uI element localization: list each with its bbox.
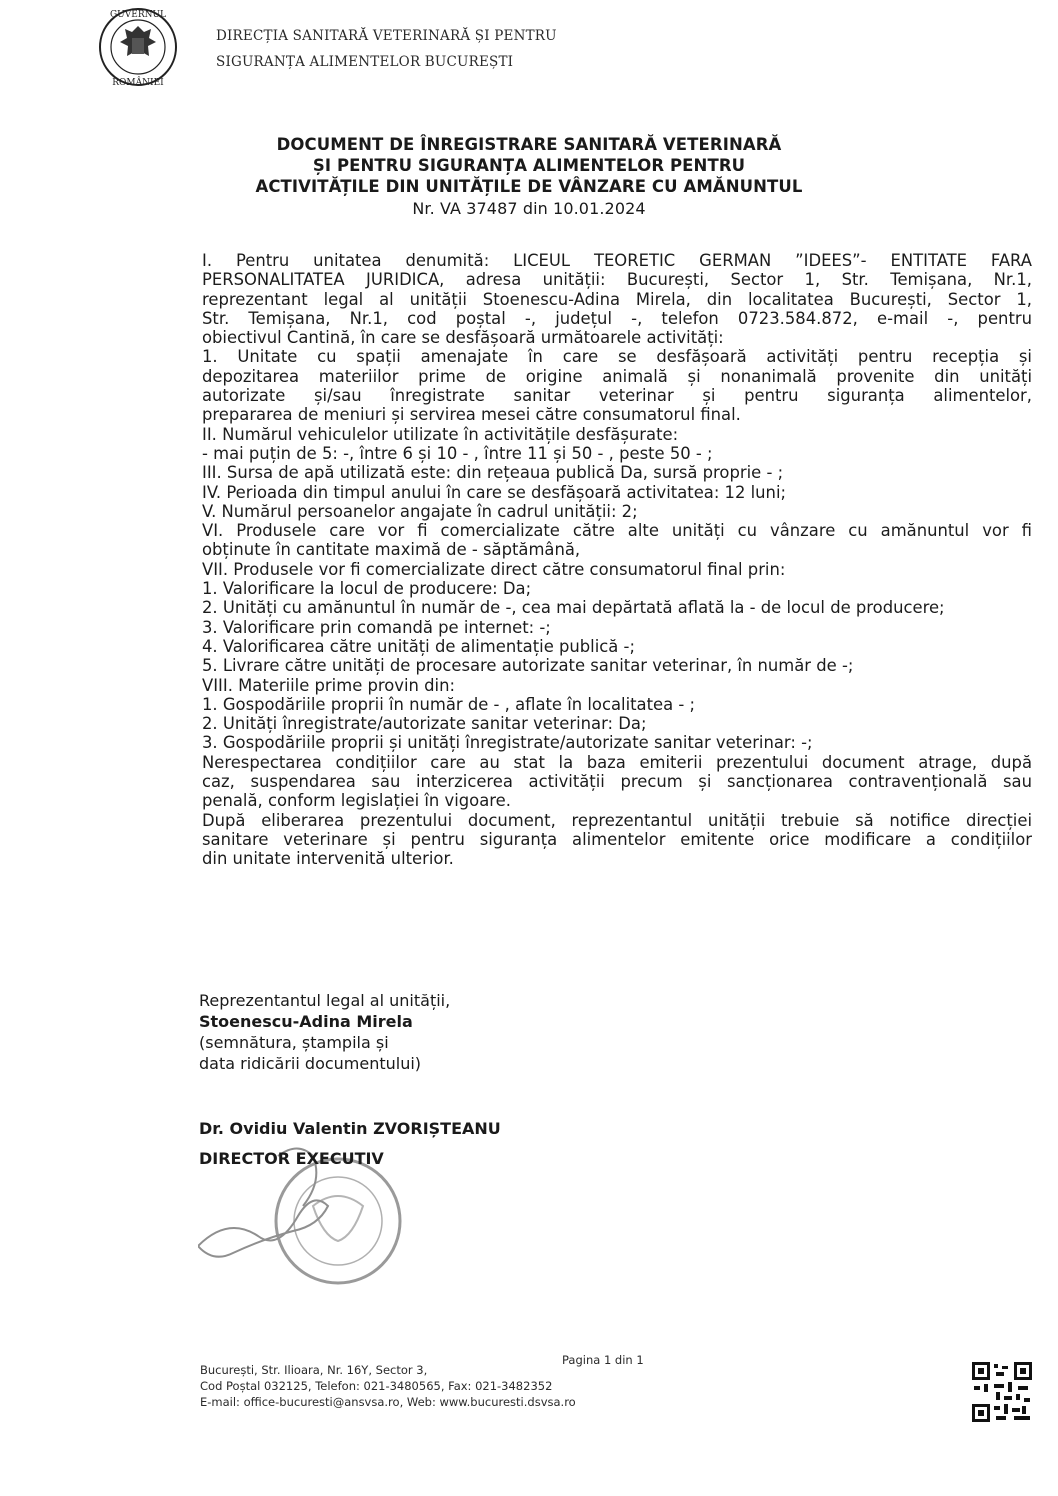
notice-line-1: Nerespectarea condițiilor care au stat la baza emiterii prezentului document atrage, după — [202, 752, 1032, 772]
footer-email: E-mail: office-bucuresti@ansvsa.ro, Web: www.bucuresti.dsvsa.ro — [200, 1395, 576, 1409]
intro-line-2: PERSONALITATEA JURIDICA, adresa unității: București, Sector 1, Str. Temișana, Nr.1, — [202, 270, 1032, 290]
government-seal-logo — [88, 6, 188, 88]
duty-line-2: sanitare veterinare și pentru siguranța alimentelor emitente orice modificare a condițiilor — [202, 829, 1032, 849]
document-title-line-1: DOCUMENT DE ÎNREGISTRARE SANITARĂ VETERINARĂ — [276, 135, 782, 154]
footer-contact — [200, 1362, 576, 1410]
section-8-item-3: 3. Gospodăriile proprii și unități înregistrate/autorizate sanitar veterinar: -; — [202, 733, 813, 753]
activity-line-3: autorizate și/sau înregistrate sanitar veterinar și pentru siguranța alimentelor, — [202, 386, 1032, 406]
section-5: V. Numărul persoanelor angajate în cadrul unității: 2; — [202, 501, 638, 521]
footer-contact-line: Cod Poștal 032125, Telefon: 021-3480565, Fax: 021-3482352 — [200, 1379, 553, 1393]
notice-line-3: penală, conform legislației în vigoare. — [202, 791, 511, 811]
document-title-line-2: ȘI PENTRU SIGURANȚA ALIMENTELOR PENTRU — [312, 156, 746, 175]
section-2-values: - mai puțin de 5: -, între 6 și 10 - , între 11 și 50 - , peste 50 - ; — [202, 443, 713, 463]
section-6-line-2: obținute în cantitate maximă de - săptămână, — [202, 540, 581, 560]
institution-name-line-2: SIGURANȚA ALIMENTELOR BUCUREȘTI — [216, 54, 514, 70]
director-block — [199, 1114, 501, 1174]
signature-note-2: data ridicării documentului) — [199, 1054, 422, 1073]
section-7-item-2: 2. Unități cu amănuntul în număr de -, cea mai depărtată aflată la - de locul de producere; — [202, 598, 945, 618]
signature-note-1: (semnătura, ștampila și — [199, 1033, 389, 1052]
footer-address: București, Str. Ilioara, Nr. 16Y, Sector 3, — [200, 1363, 428, 1377]
activity-line-4: prepararea de meniuri și servirea mesei către consumatorul final. — [202, 405, 741, 425]
activity-line-1: 1. Unitate cu spații amenajate în care se desfășoară activități pentru recepția și — [202, 347, 1032, 367]
section-7-item-4: 4. Valorificarea către unități de alimentație publică -; — [202, 636, 635, 656]
activity-line-2: depozitarea materiilor prime de origine animală și nonanimală provenite din unități — [202, 366, 1032, 386]
qr-code — [972, 1362, 1032, 1422]
svg-text:ROMÂNIEI: ROMÂNIEI — [112, 78, 164, 88]
section-8-title: VIII. Materiile prime provin din: — [202, 675, 456, 695]
section-8-item-2: 2. Unități înregistrate/autorizate sanitar veterinar: Da; — [202, 714, 647, 734]
section-4: IV. Perioada din timpul anului în care se desfășoară activitatea: 12 luni; — [202, 482, 787, 502]
document-title-line-3: ACTIVITĂȚILE DIN UNITĂȚILE DE VÂNZARE CU AMĂNUNTUL — [255, 177, 803, 196]
section-7-item-5: 5. Livrare către unități de procesare autorizate sanitar veterinar, în număr de -; — [202, 656, 854, 676]
notice-line-2: caz, suspendarea sau interzicerea activității precum și sancționarea contravențională sau — [202, 772, 1032, 792]
director-title: DIRECTOR EXECUTIV — [199, 1149, 384, 1168]
representative-name: Stoenescu-Adina Mirela — [199, 1012, 413, 1031]
intro-line-3: reprezentant legal al unității Stoenescu-Adina Mirela, din localitatea București, Sector 1, — [202, 289, 1032, 309]
section-8-item-1: 1. Gospodăriile proprii în număr de - , aflate în localitatea - ; — [202, 694, 696, 714]
legal-representative-block — [199, 990, 450, 1074]
director-name: Dr. Ovidiu Valentin ZVORIȘTEANU — [199, 1119, 501, 1138]
intro-line-4: Str. Temișana, Nr.1, cod poștal -, județul -, telefon 0723.584.872, e-mail -, pentru — [202, 308, 1032, 328]
intro-line-5: obiectivul Cantină, în care se desfășoară următoarele activități: — [202, 328, 724, 348]
section-2-title: II. Numărul vehiculelor utilizate în activitățile desfășurate: — [202, 424, 679, 444]
duty-line-3: din unitate intervenită ulterior. — [202, 849, 454, 869]
intro-line-1: I. Pentru unitatea denumită: LICEUL TEORETIC GERMAN ”IDEES”- ENTITATE FARA — [202, 251, 1032, 270]
page-number: Pagina 1 din 1 — [562, 1353, 644, 1367]
section-7-item-3: 3. Valorificare prin comandă pe internet: -; — [202, 617, 551, 637]
duty-line-1: După eliberarea prezentului document, reprezentantul unității trebuie să notifice direcției — [202, 810, 1032, 830]
document-body — [202, 251, 1032, 869]
section-3: III. Sursa de apă utilizată este: din rețeaua publică Da, sursă proprie - ; — [202, 463, 784, 483]
section-7-item-1: 1. Valorificare la locul de producere: Da; — [202, 579, 532, 599]
representative-role: Reprezentantul legal al unității, — [199, 991, 451, 1010]
institution-name-line-1: DIRECȚIA SANITARĂ VETERINARĂ ȘI PENTRU — [216, 28, 557, 44]
svg-text:GUVERNUL: GUVERNUL — [109, 10, 167, 20]
section-6-line-1: VI. Produsele care vor fi comercializate către alte unități cu vânzare cu amănuntul vor fi — [202, 521, 1032, 541]
section-7-title: VII. Produsele vor fi comercializate direct către consumatorul final prin: — [202, 559, 786, 579]
document-number: Nr. VA 37487 din 10.01.2024 — [412, 199, 646, 218]
